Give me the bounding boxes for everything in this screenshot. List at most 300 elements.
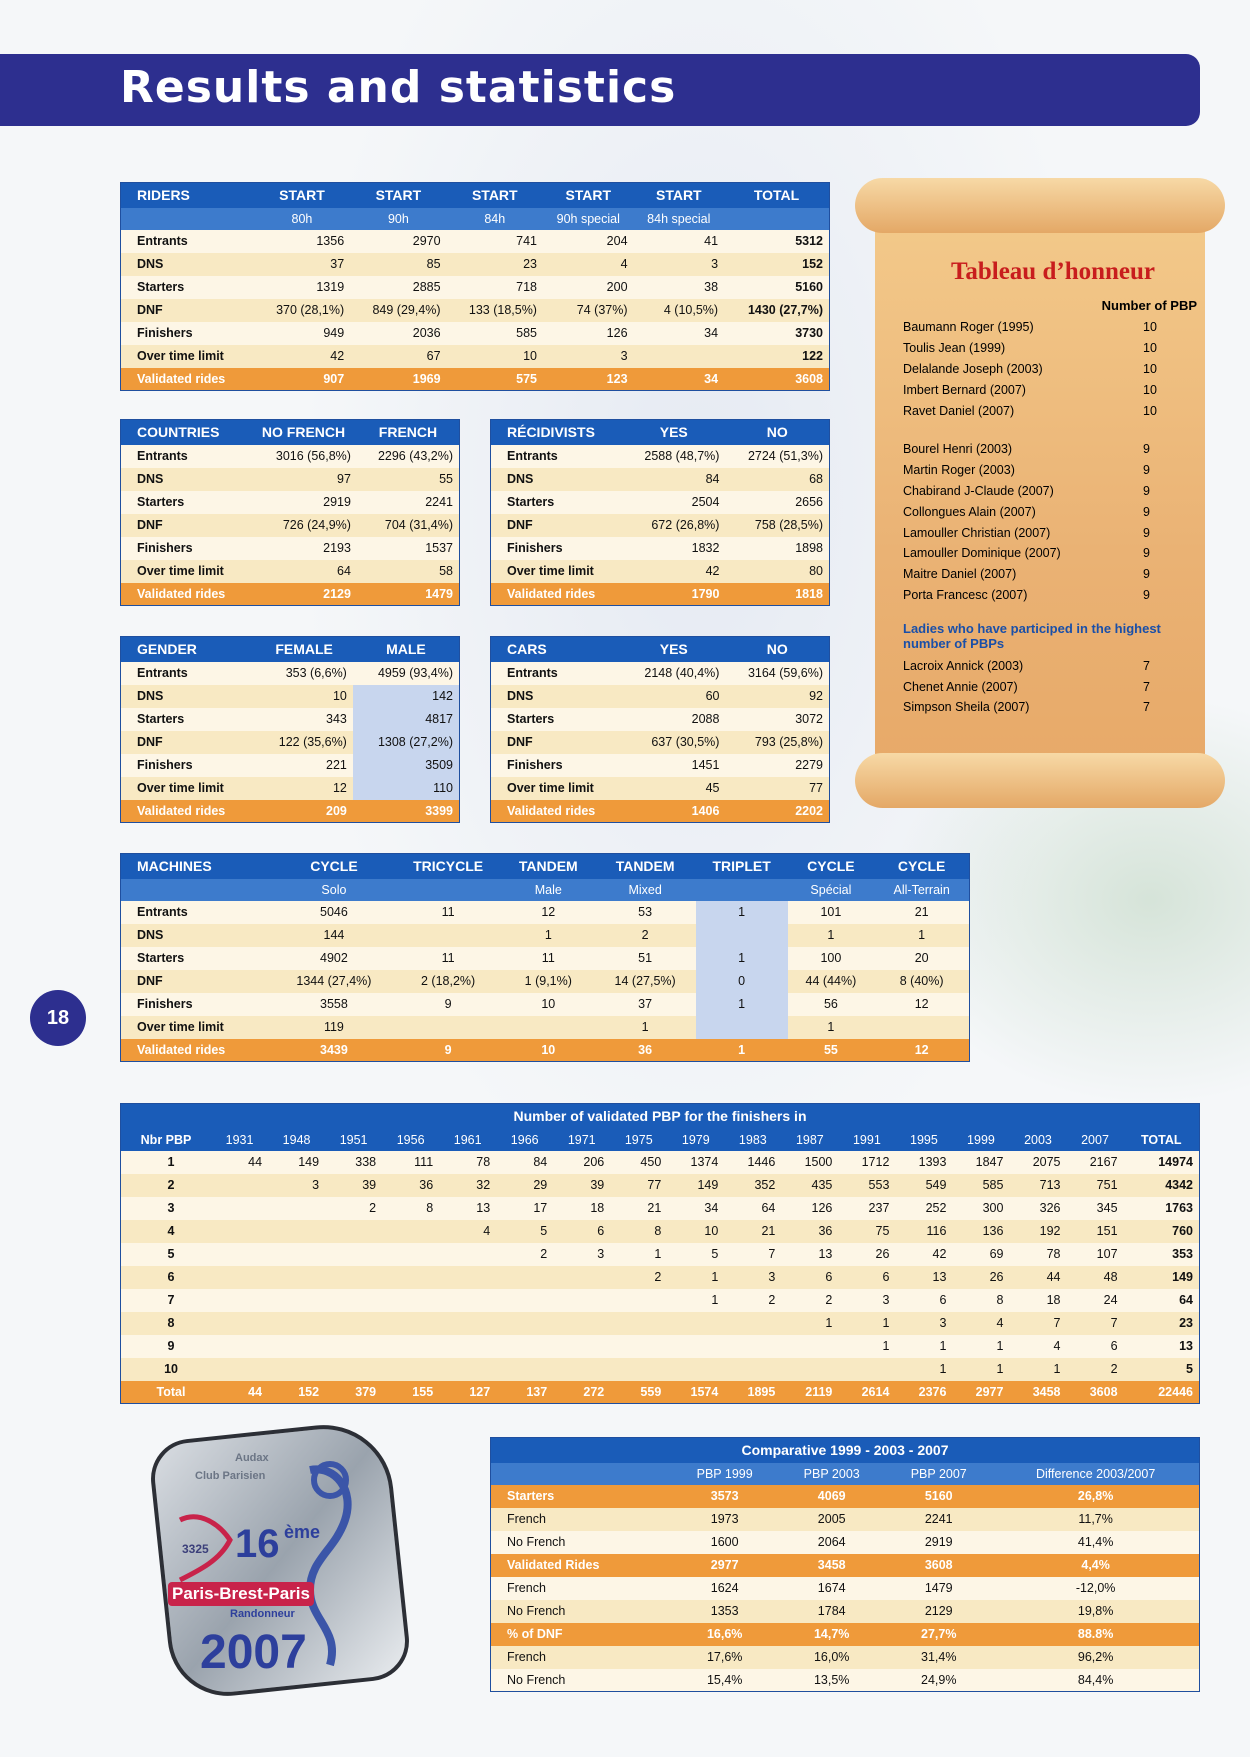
table-cell: 1624	[671, 1577, 778, 1600]
medal-year: 2007	[200, 1626, 307, 1679]
table-cell: 2129	[250, 583, 357, 606]
table-cell: 29	[496, 1174, 553, 1197]
column-subheader	[121, 879, 274, 901]
honour-name: Toulis Jean (1999)	[903, 341, 1006, 356]
column-header: TRICYCLE	[394, 854, 502, 879]
table-cell: 136	[952, 1220, 1009, 1243]
machines-table	[120, 853, 970, 1062]
table-cell: 353	[1124, 1243, 1200, 1266]
table-cell: 326	[1009, 1197, 1066, 1220]
column-header: Difference 2003/2007	[992, 1463, 1199, 1485]
honour-row	[903, 697, 1203, 718]
table-row	[491, 583, 830, 606]
table-cell	[325, 1289, 382, 1312]
column-subheader: 90h	[350, 208, 446, 230]
table-cell: 26	[838, 1243, 895, 1266]
table-cell: 1	[838, 1335, 895, 1358]
table-cell: 3573	[671, 1485, 778, 1508]
table-cell: 204	[543, 230, 634, 253]
column-header: 1995	[895, 1129, 952, 1151]
table-cell: 68	[725, 468, 829, 491]
table-row	[121, 1016, 970, 1039]
table-row	[121, 685, 460, 708]
table-cell: 155	[382, 1381, 439, 1404]
table-row	[491, 662, 830, 685]
table-cell: 137	[496, 1381, 553, 1404]
table-cell	[394, 1016, 502, 1039]
row-label: Finishers	[121, 754, 256, 777]
table-cell: 7	[1009, 1312, 1066, 1335]
medal-code: 3325	[182, 1542, 209, 1556]
table-cell: 741	[447, 230, 543, 253]
table-cell: 32	[439, 1174, 496, 1197]
row-label: Over time limit	[121, 345, 254, 368]
table-cell	[874, 1016, 969, 1039]
table-cell	[667, 1358, 724, 1381]
table-cell: 38	[634, 276, 725, 299]
table-cell: 27,7%	[885, 1623, 992, 1646]
table-cell: 152	[268, 1381, 325, 1404]
table-row	[491, 445, 830, 468]
table-row	[491, 1623, 1200, 1646]
table-cell: 3016 (56,8%)	[250, 445, 357, 468]
table-row	[491, 1577, 1200, 1600]
table-cell: 75	[838, 1220, 895, 1243]
medal-club-1: Audax	[235, 1452, 269, 1464]
honour-group-9	[903, 439, 1203, 605]
honour-count: 10	[1143, 320, 1157, 335]
table-cell: 21	[610, 1197, 667, 1220]
table-cell	[553, 1358, 610, 1381]
honour-scroll	[855, 178, 1225, 813]
table-cell: 1	[696, 1039, 788, 1062]
table-row	[491, 1485, 1200, 1508]
table-cell: 450	[610, 1151, 667, 1174]
scroll-top-roll	[855, 178, 1225, 233]
honour-count: 9	[1143, 567, 1150, 582]
table-row	[121, 1266, 1200, 1289]
table-row	[491, 1600, 1200, 1623]
table-cell: 149	[268, 1151, 325, 1174]
table-cell: 760	[1124, 1220, 1200, 1243]
honour-ladies	[903, 655, 1203, 717]
table-cell	[634, 345, 725, 368]
table-cell: 200	[543, 276, 634, 299]
table-cell: 2970	[350, 230, 446, 253]
row-label: 10	[121, 1358, 212, 1381]
honour-title: Tableau d’honneur	[950, 258, 1156, 285]
table-cell: 9	[394, 1039, 502, 1062]
table-row	[121, 924, 970, 947]
table-cell: 55	[357, 468, 460, 491]
column-header: NO	[725, 420, 829, 445]
row-label: 3	[121, 1197, 212, 1220]
table-cell: 42	[895, 1243, 952, 1266]
table-cell: 5	[496, 1220, 553, 1243]
table-cell: 2241	[885, 1508, 992, 1531]
table-cell: 36	[595, 1039, 696, 1062]
table-cell	[382, 1312, 439, 1335]
table-cell: 17	[496, 1197, 553, 1220]
table-cell: 1479	[885, 1577, 992, 1600]
table-cell: 44	[211, 1151, 268, 1174]
table-cell	[667, 1335, 724, 1358]
table-cell: 23	[1124, 1312, 1200, 1335]
honour-count: 9	[1143, 546, 1150, 561]
table-cell	[502, 1016, 594, 1039]
column-header: FEMALE	[255, 637, 353, 662]
table-cell: 24	[1067, 1289, 1124, 1312]
table-cell: 44	[1009, 1266, 1066, 1289]
table-cell	[211, 1289, 268, 1312]
column-header: START	[254, 183, 350, 208]
table-cell	[382, 1289, 439, 1312]
row-label: Starters	[491, 708, 623, 731]
table-cell: 80	[725, 560, 829, 583]
table-cell: 237	[838, 1197, 895, 1220]
honour-group-10	[903, 317, 1203, 421]
table-cell: 2	[325, 1197, 382, 1220]
table-cell: 5312	[724, 230, 829, 253]
table-cell: 1	[788, 1016, 875, 1039]
table-row	[491, 685, 830, 708]
column-subheader: Solo	[274, 879, 394, 901]
table-cell: 41,4%	[992, 1531, 1199, 1554]
pbp-2007-medal	[160, 1430, 420, 1710]
table-cell: 5160	[885, 1485, 992, 1508]
table-cell: -12,0%	[992, 1577, 1199, 1600]
table-row	[121, 731, 460, 754]
table-row	[491, 514, 830, 537]
medal-edition: 16	[235, 1522, 280, 1566]
column-header: 2003	[1009, 1129, 1066, 1151]
table-row	[121, 970, 970, 993]
table-cell: 1832	[622, 537, 725, 560]
column-subheader: 84h special	[634, 208, 725, 230]
honour-count: 7	[1143, 658, 1150, 673]
column-header: PBP 1999	[671, 1463, 778, 1485]
table-cell: 97	[250, 468, 357, 491]
table-cell: 10	[502, 1039, 594, 1062]
row-label: Validated rides	[491, 583, 623, 606]
table-cell: 6	[553, 1220, 610, 1243]
column-header: MALE	[353, 637, 460, 662]
table-cell	[439, 1335, 496, 1358]
table-cell: 11	[502, 947, 594, 970]
honour-name: Simpson Sheila (2007)	[903, 700, 1030, 715]
table-cell: 77	[725, 777, 829, 800]
table-cell: 22446	[1124, 1381, 1200, 1404]
honour-count: 9	[1143, 463, 1150, 478]
table-cell: 1784	[778, 1600, 885, 1623]
column-header: GENDER	[121, 637, 256, 662]
honour-row	[903, 439, 1203, 460]
table-cell	[325, 1243, 382, 1266]
table-cell: Total	[121, 1381, 212, 1404]
column-subheader	[394, 879, 502, 901]
column-header: 1991	[838, 1129, 895, 1151]
table-row	[121, 1312, 1200, 1335]
table-cell: 549	[895, 1174, 952, 1197]
table-cell: 42	[622, 560, 725, 583]
table-cell: 151	[1067, 1220, 1124, 1243]
table-cell	[268, 1197, 325, 1220]
table-cell: 2885	[350, 276, 446, 299]
table-cell: 34	[634, 322, 725, 345]
table-cell: 2919	[885, 1531, 992, 1554]
table-row	[491, 1531, 1200, 1554]
column-header: 1983	[724, 1129, 781, 1151]
table-cell	[325, 1335, 382, 1358]
column-subheader: 84h	[447, 208, 543, 230]
table-cell	[382, 1266, 439, 1289]
ladies-heading: Ladies who have participed in the highest number of PBPs	[903, 621, 1161, 652]
table-cell: 949	[254, 322, 350, 345]
table-cell: 58	[357, 560, 460, 583]
table-cell: 88.8%	[992, 1623, 1199, 1646]
table-cell: 2193	[250, 537, 357, 560]
table-cell: 11,7%	[992, 1508, 1199, 1531]
table-cell: 1847	[952, 1151, 1009, 1174]
honour-row	[903, 338, 1203, 359]
table-cell: 2119	[781, 1381, 838, 1404]
table-row	[121, 560, 460, 583]
table-cell: 8 (40%)	[874, 970, 969, 993]
table-row	[491, 560, 830, 583]
table-cell	[553, 1289, 610, 1312]
table-cell: 3399	[353, 800, 460, 823]
row-label: Over time limit	[491, 777, 623, 800]
row-label: Validated Rides	[491, 1554, 672, 1577]
row-label: No French	[491, 1600, 672, 1623]
honour-row	[903, 460, 1203, 481]
table-cell: 272	[553, 1381, 610, 1404]
table-cell: 3608	[885, 1554, 992, 1577]
table-row	[121, 1220, 1200, 1243]
table-cell: 85	[350, 253, 446, 276]
table-row	[121, 253, 830, 276]
table-cell	[268, 1220, 325, 1243]
table-cell	[382, 1220, 439, 1243]
table-cell: 3	[543, 345, 634, 368]
medal-subtitle: Randonneur	[230, 1608, 295, 1620]
table-cell: 39	[553, 1174, 610, 1197]
table-cell: 209	[255, 800, 353, 823]
table-cell	[724, 1358, 781, 1381]
header-row	[121, 183, 830, 208]
table-cell: 192	[1009, 1220, 1066, 1243]
table-cell: 6	[838, 1266, 895, 1289]
column-header: START	[634, 183, 725, 208]
table-cell: 23	[447, 253, 543, 276]
table-cell: 379	[325, 1381, 382, 1404]
table-cell: 37	[254, 253, 350, 276]
table-cell: 2 (18,2%)	[394, 970, 502, 993]
table-cell: 56	[788, 993, 875, 1016]
table-cell	[268, 1335, 325, 1358]
honour-name: Martin Roger (2003)	[903, 463, 1015, 478]
table-cell: 10	[667, 1220, 724, 1243]
column-header: RÉCIDIVISTS	[491, 420, 623, 445]
table-row	[121, 777, 460, 800]
table-cell: 2	[595, 924, 696, 947]
table-cell: 123	[543, 368, 634, 391]
table-cell	[325, 1358, 382, 1381]
table-cell: 1818	[725, 583, 829, 606]
table-cell: 144	[274, 924, 394, 947]
column-subheader: All-Terrain	[874, 879, 969, 901]
table-cell: 1	[595, 1016, 696, 1039]
table-cell: 1446	[724, 1151, 781, 1174]
table-cell	[610, 1312, 667, 1335]
table-cell	[211, 1220, 268, 1243]
row-label: Finishers	[491, 754, 623, 777]
table-cell: 1	[895, 1335, 952, 1358]
table-row	[121, 1358, 1200, 1381]
row-label: DNS	[491, 685, 623, 708]
honour-count: 9	[1143, 504, 1150, 519]
medal-event: Paris-Brest-Paris	[168, 1582, 314, 1606]
table-cell: 1969	[350, 368, 446, 391]
row-label: Entrants	[491, 662, 623, 685]
table-row	[121, 276, 830, 299]
table-cell: 8	[382, 1197, 439, 1220]
column-header: FRENCH	[357, 420, 460, 445]
table-cell	[211, 1335, 268, 1358]
row-label: 9	[121, 1335, 212, 1358]
table-row	[491, 800, 830, 823]
table-cell: 34	[667, 1197, 724, 1220]
column-header: 1948	[268, 1129, 325, 1151]
row-label: Starters	[491, 1485, 672, 1508]
column-header: 1971	[553, 1129, 610, 1151]
honour-column-header: Number of PBP	[1101, 298, 1197, 313]
table-cell: 1	[895, 1358, 952, 1381]
table-cell: 15,4%	[671, 1669, 778, 1692]
column-subheader: Mixed	[595, 879, 696, 901]
table-cell	[724, 1312, 781, 1335]
table-cell: 1	[667, 1266, 724, 1289]
table-row	[121, 1243, 1200, 1266]
table-cell: 2148 (40,4%)	[622, 662, 725, 685]
table-cell: 3164 (59,6%)	[725, 662, 829, 685]
table-cell: 338	[325, 1151, 382, 1174]
table-cell: 10	[447, 345, 543, 368]
table-cell	[325, 1312, 382, 1335]
table-cell: 69	[952, 1243, 1009, 1266]
table-cell: 127	[439, 1381, 496, 1404]
column-header: YES	[622, 637, 725, 662]
row-label: Entrants	[491, 445, 623, 468]
honour-count: 10	[1143, 403, 1157, 418]
table-cell: 713	[1009, 1174, 1066, 1197]
table-cell: 77	[610, 1174, 667, 1197]
table-cell: 2919	[250, 491, 357, 514]
honour-row	[903, 481, 1203, 502]
table-cell: 2202	[725, 800, 829, 823]
table-cell: 435	[781, 1174, 838, 1197]
table-cell: 1344 (27,4%)	[274, 970, 394, 993]
row-label: 6	[121, 1266, 212, 1289]
column-header: 1956	[382, 1129, 439, 1151]
table-cell	[496, 1266, 553, 1289]
table-cell: 8	[610, 1220, 667, 1243]
table-cell: 1	[1009, 1358, 1066, 1381]
table-cell: 4069	[778, 1485, 885, 1508]
column-header: START	[543, 183, 634, 208]
table-cell: 101	[788, 901, 875, 924]
table-cell: 3	[268, 1174, 325, 1197]
table-cell: 2	[781, 1289, 838, 1312]
table-cell: 14 (27,5%)	[595, 970, 696, 993]
table-row	[121, 368, 830, 391]
table-cell: 14974	[1124, 1151, 1200, 1174]
row-label: 2	[121, 1174, 212, 1197]
row-label: DNS	[491, 468, 623, 491]
table-cell: 1	[952, 1335, 1009, 1358]
table-row	[121, 445, 460, 468]
table-cell: 16,6%	[671, 1623, 778, 1646]
table-cell: 1674	[778, 1577, 885, 1600]
table-cell: 3730	[724, 322, 829, 345]
table-cell	[382, 1243, 439, 1266]
table-row	[121, 947, 970, 970]
table-cell: 2977	[952, 1381, 1009, 1404]
table-cell: 559	[610, 1381, 667, 1404]
table-cell: 1	[667, 1289, 724, 1312]
table-cell: 45	[622, 777, 725, 800]
table-cell: 84	[622, 468, 725, 491]
table-cell: 1308 (27,2%)	[353, 731, 460, 754]
table-row	[491, 1554, 1200, 1577]
table-cell: 637 (30,5%)	[622, 731, 725, 754]
table-cell: 0	[696, 970, 788, 993]
honour-count: 9	[1143, 442, 1150, 457]
table-cell: 14,7%	[778, 1623, 885, 1646]
table-cell	[496, 1358, 553, 1381]
honour-count: 10	[1143, 361, 1157, 376]
column-header: 1951	[325, 1129, 382, 1151]
table-cell: 36	[382, 1174, 439, 1197]
column-header: CYCLE	[788, 854, 875, 879]
table-cell: 1574	[667, 1381, 724, 1404]
table-cell	[325, 1220, 382, 1243]
table-cell: 2088	[622, 708, 725, 731]
table-cell: 3458	[1009, 1381, 1066, 1404]
table-cell: 2724 (51,3%)	[725, 445, 829, 468]
table-cell: 18	[1009, 1289, 1066, 1312]
honour-count: 9	[1143, 525, 1150, 540]
scroll-bottom-roll	[855, 753, 1225, 808]
total-row	[121, 1381, 1200, 1404]
table-cell: 26,8%	[992, 1485, 1199, 1508]
row-label: Entrants	[121, 662, 256, 685]
table-cell: 1	[696, 947, 788, 970]
table-cell: 1500	[781, 1151, 838, 1174]
column-header: YES	[622, 420, 725, 445]
table-cell: 18	[553, 1197, 610, 1220]
table-row	[121, 993, 970, 1016]
table-cell: 1	[502, 924, 594, 947]
row-label: Finishers	[491, 537, 623, 560]
table-cell: 1895	[724, 1381, 781, 1404]
table-cell: 64	[724, 1197, 781, 1220]
column-header: 1975	[610, 1129, 667, 1151]
row-label: Starters	[121, 947, 274, 970]
table-cell: 704 (31,4%)	[357, 514, 460, 537]
column-subheader	[696, 879, 788, 901]
table-cell: 4	[952, 1312, 1009, 1335]
